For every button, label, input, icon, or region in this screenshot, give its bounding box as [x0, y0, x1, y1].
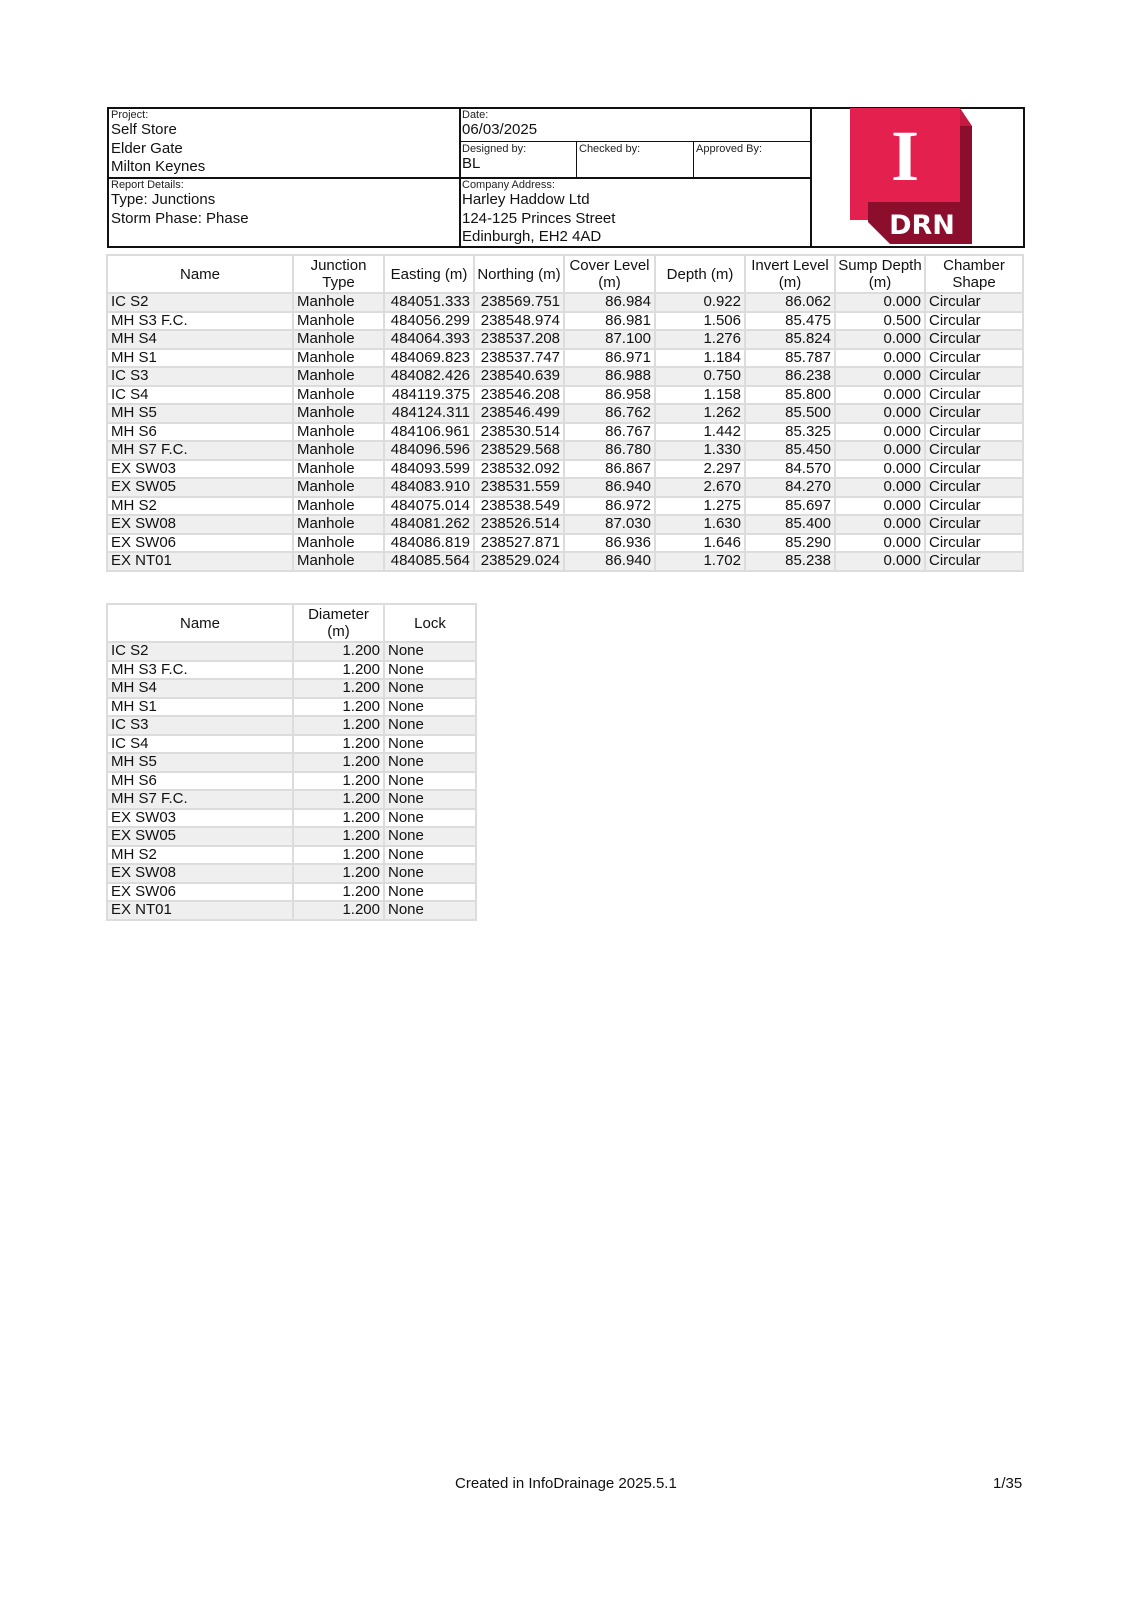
table-cell: 1.262 [655, 404, 745, 423]
table-cell: 85.450 [745, 441, 835, 460]
table-cell: None [384, 846, 476, 865]
designed-by-value: BL [462, 155, 481, 172]
report-details-label: Report Details: [111, 179, 184, 191]
table-row [107, 330, 1023, 349]
table-cell: 238546.208 [474, 386, 564, 405]
checked-by-cell [579, 143, 693, 177]
table-cell: None [384, 883, 476, 902]
table-cell: 86.867 [564, 460, 655, 479]
table-cell: Circular [925, 515, 1023, 534]
company-city: Edinburgh, EH2 4AD [462, 228, 602, 245]
table-cell: 238529.568 [474, 441, 564, 460]
junctions-table [106, 254, 1024, 572]
table-cell: EX SW03 [107, 460, 293, 479]
table-cell: None [384, 716, 476, 735]
table-cell: 484075.014 [384, 497, 474, 516]
table-cell: MH S4 [107, 679, 293, 698]
table-cell: 238569.751 [474, 293, 564, 312]
table-row [107, 661, 476, 680]
table-cell: Circular [925, 534, 1023, 553]
table-row [107, 367, 1023, 386]
table-cell: 0.000 [835, 552, 925, 571]
table-cell: 85.475 [745, 312, 835, 331]
table-cell: 86.762 [564, 404, 655, 423]
table-cell: 0.000 [835, 386, 925, 405]
table-cell: 484081.262 [384, 515, 474, 534]
table-row [107, 534, 1023, 553]
table-row [107, 441, 1023, 460]
project-line-2: Elder Gate [111, 139, 183, 157]
table-cell: 238540.639 [474, 367, 564, 386]
table-row [107, 827, 476, 846]
table-cell: 85.238 [745, 552, 835, 571]
table-cell: 1.200 [293, 846, 384, 865]
table-cell: 1.200 [293, 901, 384, 920]
table-cell: 84.270 [745, 478, 835, 497]
table-cell: EX SW08 [107, 864, 293, 883]
table-cell: MH S2 [107, 846, 293, 865]
table-cell: 1.200 [293, 772, 384, 791]
table-cell: IC S2 [107, 642, 293, 661]
table-cell: None [384, 679, 476, 698]
table-cell: 484083.910 [384, 478, 474, 497]
table-row [107, 735, 476, 754]
table-cell: Circular [925, 293, 1023, 312]
table-cell: 238532.092 [474, 460, 564, 479]
diameter-header-row [107, 604, 476, 642]
table-row [107, 809, 476, 828]
table-cell: 86.958 [564, 386, 655, 405]
table-cell: 85.824 [745, 330, 835, 349]
table-cell: 86.940 [564, 552, 655, 571]
table-cell: 1.506 [655, 312, 745, 331]
table-cell: EX SW05 [107, 478, 293, 497]
date-cell [462, 109, 802, 143]
diameter-table [106, 603, 477, 921]
checked-by-label: Checked by: [579, 143, 641, 155]
table-cell: 238531.559 [474, 478, 564, 497]
table-cell: 1.200 [293, 827, 384, 846]
table-row [107, 386, 1023, 405]
table-cell: 85.800 [745, 386, 835, 405]
table-cell: 86.971 [564, 349, 655, 368]
date-label: Date: [462, 109, 489, 121]
table-row [107, 404, 1023, 423]
table-cell: 0.000 [835, 349, 925, 368]
report-type: Type: Junctions [111, 191, 216, 208]
table-cell: 484106.961 [384, 423, 474, 442]
project-label: Project: [111, 109, 149, 121]
table-cell: MH S7 F.C. [107, 790, 293, 809]
project-cell [111, 109, 461, 177]
col-sump-depth: Sump Depth (m) [835, 255, 925, 293]
table-cell: 1.630 [655, 515, 745, 534]
table-cell: EX SW06 [107, 534, 293, 553]
table-cell: 0.922 [655, 293, 745, 312]
table-cell: MH S4 [107, 330, 293, 349]
table-cell: IC S3 [107, 716, 293, 735]
table-cell: 1.442 [655, 423, 745, 442]
table-cell: 484124.311 [384, 404, 474, 423]
table-cell: 86.981 [564, 312, 655, 331]
table-cell: Manhole [293, 441, 384, 460]
table-cell: 85.290 [745, 534, 835, 553]
table-cell: MH S6 [107, 772, 293, 791]
table-cell: Manhole [293, 349, 384, 368]
col-invert-level: Invert Level (m) [745, 255, 835, 293]
table-cell: MH S7 F.C. [107, 441, 293, 460]
table-cell: 484064.393 [384, 330, 474, 349]
table-cell: Manhole [293, 367, 384, 386]
col-diameter: Diameter (m) [293, 604, 384, 642]
table-cell: 1.200 [293, 883, 384, 902]
table-cell: 238537.747 [474, 349, 564, 368]
table-cell: IC S4 [107, 386, 293, 405]
table-cell: None [384, 790, 476, 809]
table-cell: 86.767 [564, 423, 655, 442]
table-row [107, 753, 476, 772]
table-cell: MH S2 [107, 497, 293, 516]
table-cell: Manhole [293, 478, 384, 497]
table-row [107, 698, 476, 717]
table-cell: 0.000 [835, 441, 925, 460]
table-cell: 1.702 [655, 552, 745, 571]
approved-by-label: Approved By: [696, 143, 763, 155]
table-cell: 1.200 [293, 790, 384, 809]
approved-by-cell [696, 143, 810, 177]
table-row [107, 716, 476, 735]
table-cell: None [384, 864, 476, 883]
table-cell: IC S4 [107, 735, 293, 754]
header-divider [109, 177, 810, 179]
table-cell: 238538.549 [474, 497, 564, 516]
project-line-3: Milton Keynes [111, 158, 206, 175]
table-cell: 86.936 [564, 534, 655, 553]
table-cell: 484086.819 [384, 534, 474, 553]
table-cell: None [384, 809, 476, 828]
table-cell: 0.000 [835, 367, 925, 386]
table-cell: Manhole [293, 552, 384, 571]
table-cell: EX SW03 [107, 809, 293, 828]
table-cell: 85.400 [745, 515, 835, 534]
table-cell: 84.570 [745, 460, 835, 479]
table-cell: 484056.299 [384, 312, 474, 331]
table-cell: 1.158 [655, 386, 745, 405]
table-cell: MH S5 [107, 753, 293, 772]
table-cell: 1.184 [655, 349, 745, 368]
table-cell: Manhole [293, 515, 384, 534]
table-cell: EX NT01 [107, 552, 293, 571]
designed-by-label: Designed by: [462, 143, 527, 155]
table-cell: Circular [925, 460, 1023, 479]
table-cell: Circular [925, 349, 1023, 368]
table-cell: Circular [925, 478, 1023, 497]
col-chamber-shape: Chamber Shape [925, 255, 1023, 293]
table-cell: 484069.823 [384, 349, 474, 368]
table-cell: None [384, 661, 476, 680]
table-cell: 0.000 [835, 404, 925, 423]
table-row [107, 846, 476, 865]
table-cell: Manhole [293, 497, 384, 516]
table-cell: 1.200 [293, 735, 384, 754]
table-cell: MH S3 F.C. [107, 312, 293, 331]
page-number: 1/35 [993, 1475, 1023, 1492]
table-cell: Circular [925, 386, 1023, 405]
col-depth: Depth (m) [655, 255, 745, 293]
table-cell: 1.200 [293, 642, 384, 661]
table-cell: MH S3 F.C. [107, 661, 293, 680]
table-row [107, 423, 1023, 442]
company-address-label: Company Address: [462, 179, 555, 191]
table-cell: EX SW05 [107, 827, 293, 846]
table-cell: None [384, 642, 476, 661]
table-cell: 238527.871 [474, 534, 564, 553]
table-cell: IC S3 [107, 367, 293, 386]
table-cell: 1.200 [293, 716, 384, 735]
table-cell: Circular [925, 552, 1023, 571]
table-cell: 238537.208 [474, 330, 564, 349]
header-divider [461, 141, 810, 142]
table-cell: 0.500 [835, 312, 925, 331]
logo-letter: I [890, 116, 920, 196]
table-cell: 238529.024 [474, 552, 564, 571]
table-row [107, 293, 1023, 312]
table-cell: Manhole [293, 330, 384, 349]
table-cell: MH S6 [107, 423, 293, 442]
table-cell: Circular [925, 497, 1023, 516]
table-cell: Circular [925, 367, 1023, 386]
table-cell: None [384, 901, 476, 920]
table-cell: 484093.599 [384, 460, 474, 479]
table-cell: 85.697 [745, 497, 835, 516]
table-cell: Manhole [293, 404, 384, 423]
report-details-cell [111, 179, 461, 247]
table-cell: Circular [925, 330, 1023, 349]
table-cell: 86.062 [745, 293, 835, 312]
table-cell: 0.750 [655, 367, 745, 386]
table-cell: 0.000 [835, 534, 925, 553]
col-name: Name [107, 604, 293, 642]
table-cell: 238526.514 [474, 515, 564, 534]
table-cell: 1.646 [655, 534, 745, 553]
table-cell: EX SW06 [107, 883, 293, 902]
company-street: 124-125 Princes Street [462, 209, 616, 227]
table-cell: MH S1 [107, 349, 293, 368]
junctions-header-row [107, 255, 1023, 293]
table-row [107, 901, 476, 920]
table-cell: 0.000 [835, 478, 925, 497]
table-cell: 0.000 [835, 497, 925, 516]
logo-text: DRN [889, 210, 955, 241]
table-cell: 1.200 [293, 661, 384, 680]
table-cell: None [384, 827, 476, 846]
table-cell: Manhole [293, 312, 384, 331]
table-cell: 1.275 [655, 497, 745, 516]
table-cell: 86.984 [564, 293, 655, 312]
table-cell: IC S2 [107, 293, 293, 312]
company-name: Harley Haddow Ltd [462, 191, 590, 208]
table-cell: EX SW08 [107, 515, 293, 534]
designed-by-cell [462, 143, 576, 177]
table-cell: 1.200 [293, 753, 384, 772]
table-row [107, 864, 476, 883]
table-cell: 0.000 [835, 423, 925, 442]
table-cell: Manhole [293, 386, 384, 405]
table-cell: 238546.499 [474, 404, 564, 423]
table-cell: 0.000 [835, 330, 925, 349]
table-cell: 484051.333 [384, 293, 474, 312]
table-row [107, 883, 476, 902]
table-row [107, 460, 1023, 479]
table-row [107, 790, 476, 809]
infodrainage-logo [850, 108, 990, 244]
table-cell: 85.325 [745, 423, 835, 442]
table-cell: 0.000 [835, 515, 925, 534]
table-cell: Circular [925, 441, 1023, 460]
table-row [107, 312, 1023, 331]
table-cell: 0.000 [835, 460, 925, 479]
col-northing: Northing (m) [474, 255, 564, 293]
table-cell: 86.940 [564, 478, 655, 497]
project-line-1: Self Store [111, 121, 177, 138]
table-cell: 484085.564 [384, 552, 474, 571]
table-cell: 1.330 [655, 441, 745, 460]
col-cover-level: Cover Level (m) [564, 255, 655, 293]
table-cell: 1.276 [655, 330, 745, 349]
table-cell: Manhole [293, 423, 384, 442]
col-name: Name [107, 255, 293, 293]
table-cell: 238530.514 [474, 423, 564, 442]
table-cell: 1.200 [293, 698, 384, 717]
table-cell: 2.670 [655, 478, 745, 497]
table-cell: Circular [925, 423, 1023, 442]
table-cell: 1.200 [293, 809, 384, 828]
table-cell: 238548.974 [474, 312, 564, 331]
table-row [107, 552, 1023, 571]
header-divider [810, 109, 812, 246]
table-row [107, 772, 476, 791]
table-row [107, 349, 1023, 368]
header-divider [576, 141, 577, 177]
table-row [107, 679, 476, 698]
table-row [107, 478, 1023, 497]
table-row [107, 497, 1023, 516]
table-cell: 87.100 [564, 330, 655, 349]
table-cell: None [384, 772, 476, 791]
table-row [107, 642, 476, 661]
table-cell: None [384, 735, 476, 754]
table-cell: 86.780 [564, 441, 655, 460]
table-cell: 1.200 [293, 679, 384, 698]
table-cell: 87.030 [564, 515, 655, 534]
table-cell: 484119.375 [384, 386, 474, 405]
col-junction-type: Junction Type [293, 255, 384, 293]
table-cell: 86.988 [564, 367, 655, 386]
table-cell: 0.000 [835, 293, 925, 312]
col-easting: Easting (m) [384, 255, 474, 293]
table-cell: 85.787 [745, 349, 835, 368]
header-divider [693, 141, 694, 177]
table-cell: 1.200 [293, 864, 384, 883]
date-value: 06/03/2025 [462, 121, 538, 138]
table-cell: Circular [925, 312, 1023, 331]
table-cell: MH S5 [107, 404, 293, 423]
table-row [107, 515, 1023, 534]
table-cell: None [384, 698, 476, 717]
table-cell: 86.238 [745, 367, 835, 386]
table-cell: MH S1 [107, 698, 293, 717]
table-cell: Circular [925, 404, 1023, 423]
table-cell: None [384, 753, 476, 772]
table-cell: 484082.426 [384, 367, 474, 386]
created-in-text: Created in InfoDrainage 2025.5.1 [455, 1475, 677, 1492]
table-cell: 86.972 [564, 497, 655, 516]
storm-phase: Storm Phase: Phase [111, 209, 249, 227]
table-cell: EX NT01 [107, 901, 293, 920]
table-cell: Manhole [293, 460, 384, 479]
table-cell: 2.297 [655, 460, 745, 479]
col-lock: Lock [384, 604, 476, 642]
table-cell: Manhole [293, 293, 384, 312]
table-cell: Manhole [293, 534, 384, 553]
company-address-cell [462, 179, 802, 247]
table-cell: 484096.596 [384, 441, 474, 460]
table-cell: 85.500 [745, 404, 835, 423]
